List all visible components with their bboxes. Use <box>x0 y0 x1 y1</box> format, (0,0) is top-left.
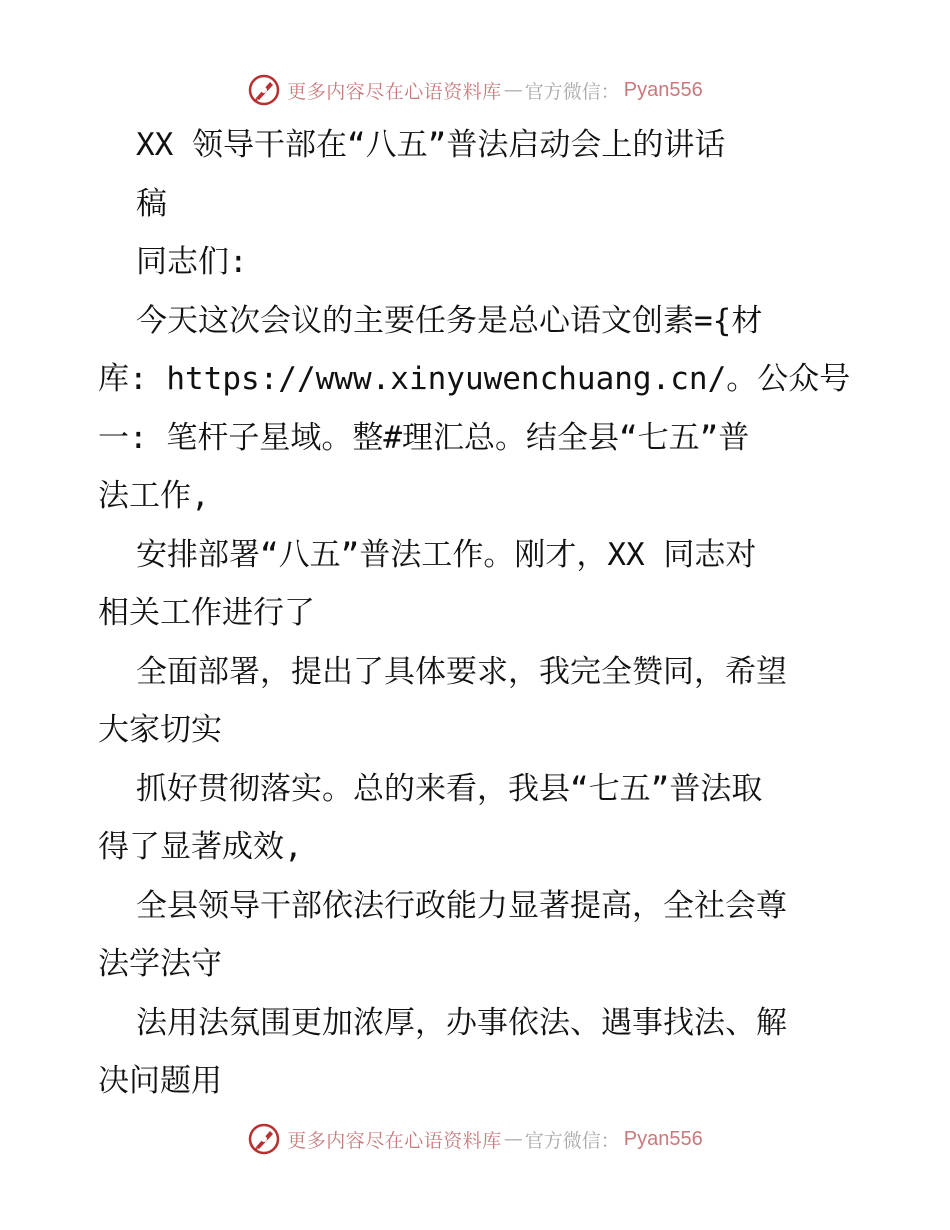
text-line: 安排部署“八五”普法工作。刚才，XX 同志对 <box>136 536 757 573</box>
text-line: 抓好贯彻落实。总的来看，我县“七五”普法取 <box>136 770 763 807</box>
text-line: 全县领导干部依法行政能力显著提高，全社会尊 <box>136 887 787 924</box>
banner-dash: — <box>503 79 523 101</box>
text-line: 全面部署，提出了具体要求，我完全赞同，希望 <box>136 653 787 690</box>
text-line: 今天这次会议的主要任务是总心语文创素={材 <box>136 302 763 339</box>
text-line: 大家切实 <box>98 712 222 748</box>
banner-wechat-label: 官方微信： <box>524 80 620 103</box>
banner-brand-text: 更多内容尽在心语资料库 <box>287 1129 502 1152</box>
text-line: 决问题用 <box>98 1063 222 1099</box>
text-line: 法学法守 <box>98 946 222 982</box>
text-line: XX 领导干部在“八五”普法启动会上的讲话 <box>136 127 726 163</box>
banner-wechat-label: 官方微信： <box>524 1129 620 1152</box>
text-line: 法用法氛围更加浓厚，办事依法、遇事找法、解 <box>136 1004 787 1041</box>
text-line: 一: 笔杆子星域。整#理汇总。结全县“七五”普 <box>98 419 750 456</box>
footer-banner <box>0 1119 950 1159</box>
text-line: 同志们: <box>136 244 248 280</box>
text-line: 相关工作进行了 <box>98 595 315 631</box>
text-line: 法工作, <box>98 478 210 514</box>
banner-wechat-id: Pyan556 <box>623 78 703 101</box>
quill-pen-logo-icon <box>247 1122 281 1156</box>
text-line: 库: https://www.xinyuwenchuang.cn/。公众号 <box>98 361 851 397</box>
banner-dash: — <box>503 1128 523 1150</box>
text-line: 稿 <box>136 185 167 222</box>
document-body <box>98 116 858 1111</box>
banner-brand-text: 更多内容尽在心语资料库 <box>287 80 502 103</box>
text-line: 得了显著成效, <box>98 829 303 865</box>
banner-wechat-id: Pyan556 <box>623 1127 703 1150</box>
header-banner <box>0 70 950 110</box>
quill-pen-logo-icon <box>247 73 281 107</box>
